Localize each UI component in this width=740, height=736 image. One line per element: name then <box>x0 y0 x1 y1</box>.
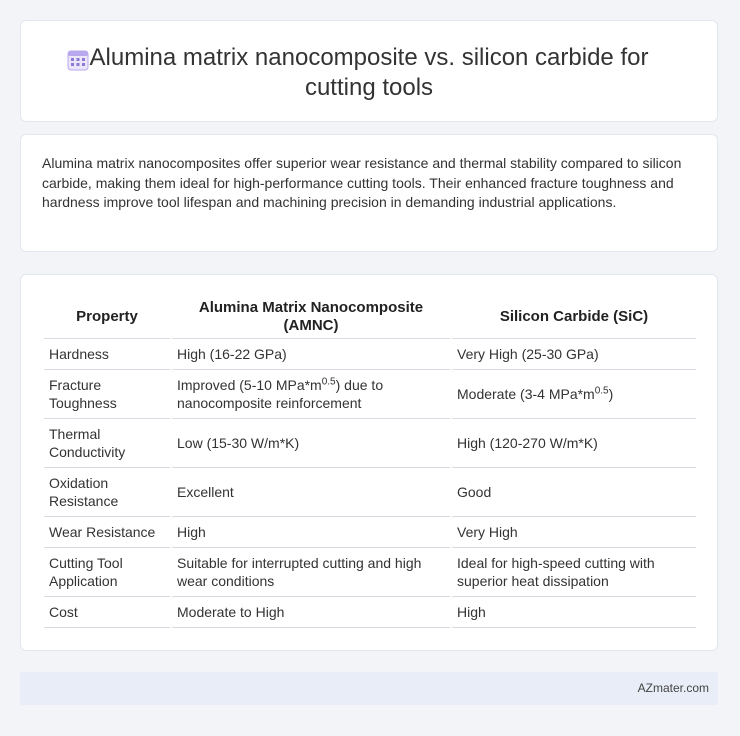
summary-text: Alumina matrix nanocomposites offer superior wear resistance and thermal stability compared to silicon carbide, making them ideal for high-performance cutting tools. Their enhanced fracture toughness and hardness improve tool lifespan and machining precision in demanding industrial applications. <box>42 155 682 211</box>
comparison-table-card <box>20 274 718 651</box>
table-row <box>44 339 696 370</box>
sic-toughness-exponent: 0.5 <box>594 385 609 397</box>
cell-amnc: High <box>172 517 450 548</box>
cell-property: Oxidation Resistance <box>44 468 170 517</box>
page-title: Alumina matrix nanocomposite vs. silicon carbide for cutting tools <box>89 44 649 101</box>
footer-brand-link[interactable]: AZmater.com <box>637 681 709 695</box>
table-header-row <box>44 294 696 339</box>
sic-toughness-pre: Moderate (3-4 MPa*m <box>457 386 595 402</box>
table-row <box>44 468 696 517</box>
cell-sic: Good <box>452 468 696 517</box>
table-row <box>44 597 696 628</box>
cell-sic: High (120-270 W/m*K) <box>452 419 696 468</box>
cell-amnc: Suitable for interrupted cutting and high wear conditions <box>172 548 450 597</box>
cell-amnc <box>172 370 450 419</box>
cell-sic: Ideal for high-speed cutting with superior heat dissipation <box>452 548 696 597</box>
cell-sic: High <box>452 597 696 628</box>
cell-amnc: Moderate to High <box>172 597 450 628</box>
cell-sic: Very High <box>452 517 696 548</box>
cell-property: Fracture Toughness <box>44 370 170 419</box>
table-row <box>44 419 696 468</box>
title-card <box>20 20 718 122</box>
cell-property: Thermal Conductivity <box>44 419 170 468</box>
header-property: Property <box>44 294 170 339</box>
header-amnc: Alumina Matrix Nanocomposite (AMNC) <box>172 294 450 339</box>
cell-property: Cost <box>44 597 170 628</box>
cell-amnc: Low (15-30 W/m*K) <box>172 419 450 468</box>
sic-toughness-post: ) <box>608 386 614 402</box>
table-row <box>44 517 696 548</box>
cell-property: Cutting Tool Application <box>44 548 170 597</box>
cell-property: Hardness <box>44 339 170 370</box>
table-row <box>44 548 696 597</box>
cell-sic: Very High (25-30 GPa) <box>452 339 696 370</box>
amnc-toughness-post: ) due to nanocomposite reinforcement <box>177 377 384 411</box>
amnc-toughness-pre: Improved (5-10 MPa*m <box>177 377 322 393</box>
amnc-toughness-exponent: 0.5 <box>321 376 336 388</box>
footer-bar <box>20 672 718 705</box>
cell-amnc: Excellent <box>172 468 450 517</box>
cell-sic <box>452 370 696 419</box>
cell-property: Wear Resistance <box>44 517 170 548</box>
summary-card <box>20 134 718 252</box>
cell-amnc: High (16-22 GPa) <box>172 339 450 370</box>
header-sic: Silicon Carbide (SiC) <box>452 294 696 339</box>
comparison-table <box>42 294 698 628</box>
table-row <box>44 370 696 419</box>
